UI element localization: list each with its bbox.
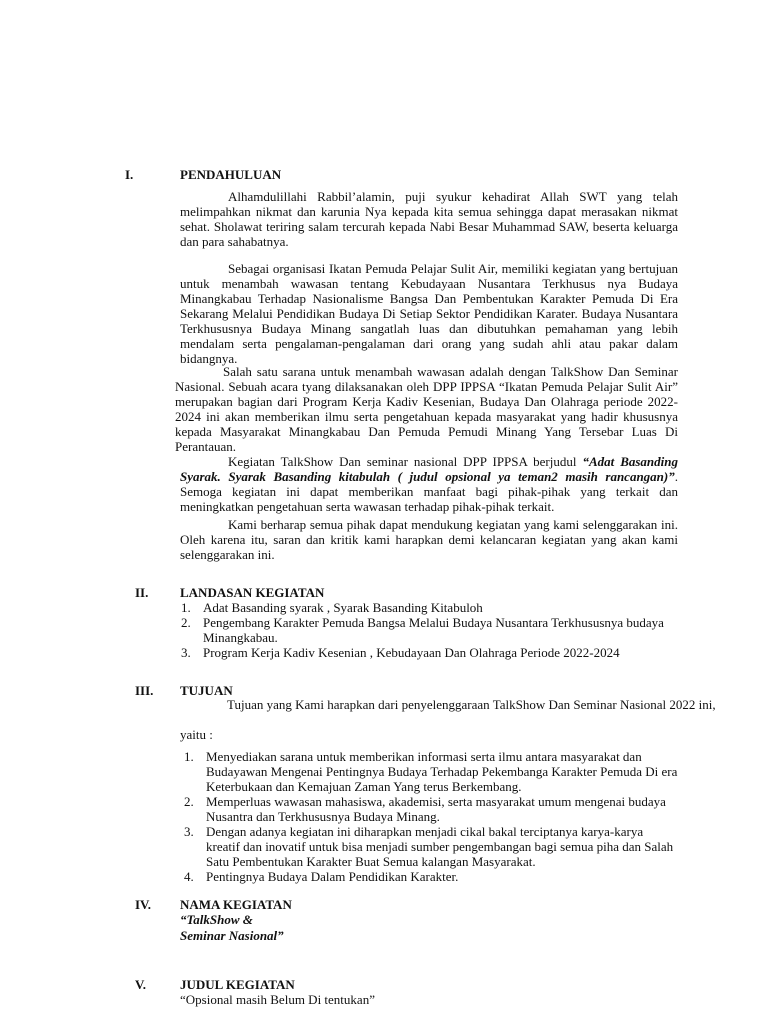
- section-1-paragraph-3: Salah satu sarana untuk menambah wawasan adalah dengan TalkShow Dan Seminar Nasional. Sebuah acara tyang dilaksanakan oleh DPP IPPSA “Ikatan Pemuda Pelajar Sulit Air” merupakan bagian dari Program Kerja Kadiv Kesenian, Budaya Dan Olahraga periode 2022-2024 ini akan memberikan ilmu serta pengetahuan kepada masyarakat yang hadir khususnya kepada Masyarakat Minangkabau Dan Pemuda Pemudi Minang Yang Tersebar Luas Di Perantauan.: [175, 364, 678, 454]
- section-1-paragraph-1: Alhamdulillahi Rabbil’alamin, puji syukur kehadirat Allah SWT yang telah melimpahkan nikmat dan karunia Nya kepada kita semua sehingga dapat merasakan nikmat sehat. Sholawat teriring salam tercurah kepada Nabi Besar Muhammad SAW, beserta keluarga dan para sahabatnya.: [180, 189, 678, 249]
- event-topic-line: “Opsional masih Belum Di tentukan”: [180, 992, 375, 1007]
- list-item: 4. Pentingnya Budaya Dalam Pendidikan Karakter.: [184, 869, 459, 884]
- section-1-paragraph-4: [180, 454, 678, 514]
- section-2-number: II.: [135, 585, 149, 600]
- section-4-number: IV.: [135, 897, 152, 912]
- section-5-title: JUDUL KEGIATAN: [180, 977, 295, 992]
- section-4-title: NAMA KEGIATAN: [180, 897, 292, 912]
- section-2-title: LANDASAN KEGIATAN: [180, 585, 325, 600]
- list-item: 3. Dengan adanya kegiatan ini diharapkan menjadi cikal bakal terciptanya karya-karya kreatif dan inovatif untuk bisa menjadi sumber pengembangan bagi semua piha dan Salah Satu Pembentukan Karakter Buat Semua kalangan Masyarakat.: [184, 824, 674, 869]
- list-item: 1. Menyediakan sarana untuk memberikan informasi serta ilmu antara masyarakat dan Budayawan Mengenai Pentingnya Budaya Terhadap Pekembanga Karakter Pemuda Di era Keterbukaan dan Kemajuan Zaman Yang terus Berkembang.: [184, 749, 678, 794]
- event-title-emphasis: “Adat Basanding Syarak. Syarak Basanding kitabulah ( judul opsional ya teman2 masih rancangan)”: [180, 454, 679, 484]
- list-item: 2. Pengembang Karakter Pemuda Bangsa Melalui Budaya Nusantara Terkhususnya budaya Minangkabau.: [181, 615, 664, 645]
- tujuan-intro: Tujuan yang Kami harapkan dari penyelenggaraan TalkShow Dan Seminar Nasional 2022 ini,: [227, 697, 716, 712]
- list-item: 1. Adat Basanding syarak , Syarak Basanding Kitabuloh: [181, 600, 483, 615]
- section-5-number: V.: [135, 977, 146, 992]
- event-name-line-1: “TalkShow &: [180, 912, 253, 927]
- list-item: 2. Memperluas wawasan mahasiswa, akademisi, serta masyarakat umum mengenai budaya Nusantra dan Terkhususnya Budaya Minang.: [184, 794, 666, 824]
- tujuan-list: [184, 749, 678, 884]
- section-3-number: III.: [135, 683, 154, 698]
- tujuan-yaitu: yaitu :: [180, 727, 213, 742]
- paragraph-4-tail: . Semoga kegiatan ini dapat memberikan manfaat bagi pihak-pihak yang terkait dan meningkatkan pengetahuan serta wawasan terhadap pihak-pihak terkait.: [180, 469, 678, 514]
- landasan-list: [181, 600, 701, 660]
- list-item: 3. Program Kerja Kadiv Kesenian , Kebudayaan Dan Olahraga Periode 2022-2024: [181, 645, 620, 660]
- paragraph-4-lead: Kegiatan TalkShow Dan seminar nasional DPP IPPSA berjudul: [228, 454, 583, 469]
- section-3-title: TUJUAN: [180, 683, 233, 698]
- section-1-title: PENDAHULUAN: [180, 167, 282, 182]
- section-1-paragraph-5: Kami berharap semua pihak dapat mendukung kegiatan yang kami selenggarakan ini. Oleh karena itu, saran dan kritik kami harapkan demi kelancaran kegiatan yang akan kami selenggarakan ini.: [180, 517, 678, 562]
- section-1-number: I.: [125, 167, 134, 182]
- section-1-paragraph-2: Sebagai organisasi Ikatan Pemuda Pelajar Sulit Air, memiliki kegiatan yang bertujuan untuk menambah wawasan tentang Kebudayaan Nusantara Terkhusus nya Budaya Minangkabau Terhadap Nasionalisme Bangsa Dan Pembentukan Karakter Pemuda Di Era Sekarang Melalui Pendidikan Budaya Di Setiap Sektor Pendidikan Karater. Budaya Nusantara Terkhususnya Budaya Minang sangatlah luas dan dibutuhkan pemahaman yang lebih mendalam serta pengalaman-pengalaman dari orang yang sudah ahli atau pakar dalam bidangnya.: [180, 261, 678, 366]
- event-name-line-2: Seminar Nasional”: [180, 928, 284, 943]
